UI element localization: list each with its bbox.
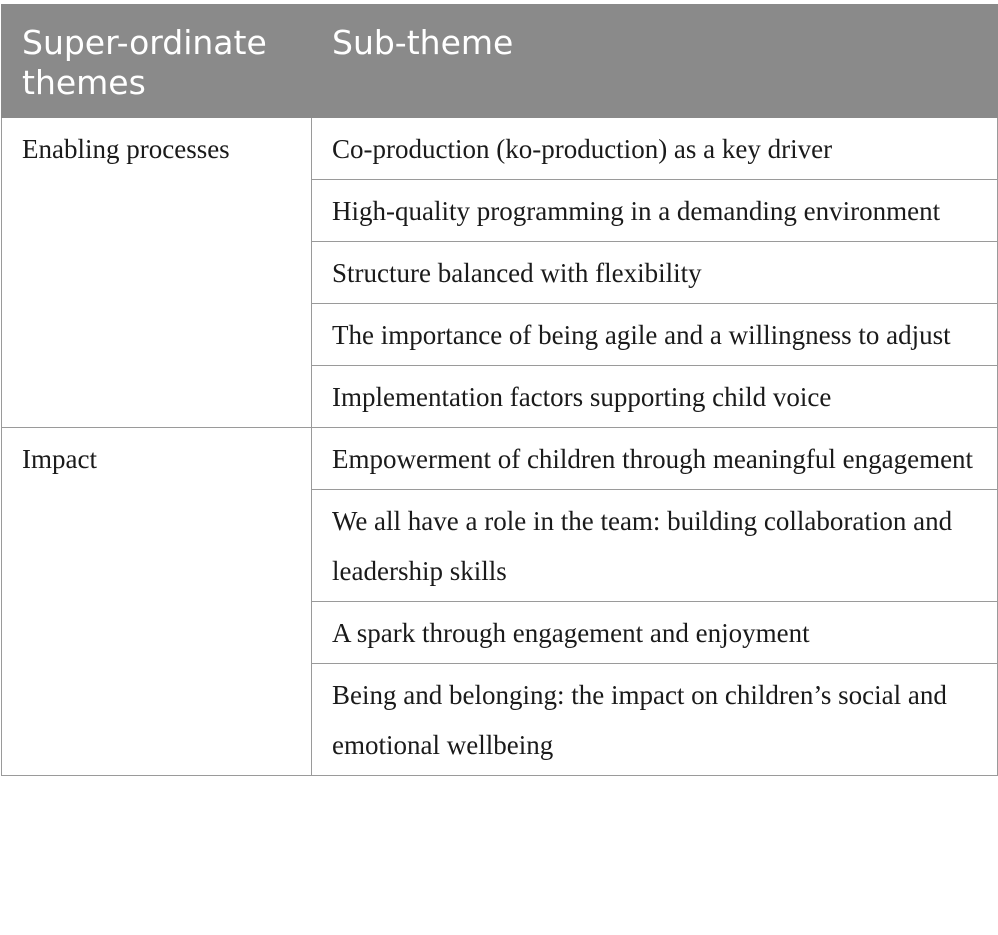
- header-sub-theme: Sub-theme: [312, 5, 998, 118]
- subtheme-cell: Implementation factors supporting child voice: [312, 366, 998, 428]
- subtheme-cell: Co-production (ko-production) as a key driver: [312, 118, 998, 180]
- header-row: [2, 5, 998, 118]
- subtheme-cell: High-quality programming in a demanding environment: [312, 180, 998, 242]
- table-row: [2, 428, 998, 490]
- subtheme-cell: We all have a role in the team: building collaboration and leadership skills: [312, 490, 998, 602]
- table-row: [2, 118, 998, 180]
- subtheme-cell: Structure balanced with flexibility: [312, 242, 998, 304]
- header-super-ordinate-themes: Super-ordinate themes: [2, 5, 312, 118]
- theme-cell-enabling-processes: Enabling processes: [2, 118, 312, 428]
- themes-table: [1, 4, 998, 776]
- table-header: [2, 5, 998, 118]
- table-body: [2, 118, 998, 776]
- theme-cell-impact: Impact: [2, 428, 312, 776]
- subtheme-cell: Empowerment of children through meaningful engagement: [312, 428, 998, 490]
- subtheme-cell: The importance of being agile and a willingness to adjust: [312, 304, 998, 366]
- subtheme-cell: A spark through engagement and enjoyment: [312, 602, 998, 664]
- subtheme-cell: Being and belonging: the impact on children’s social and emotional wellbeing: [312, 664, 998, 776]
